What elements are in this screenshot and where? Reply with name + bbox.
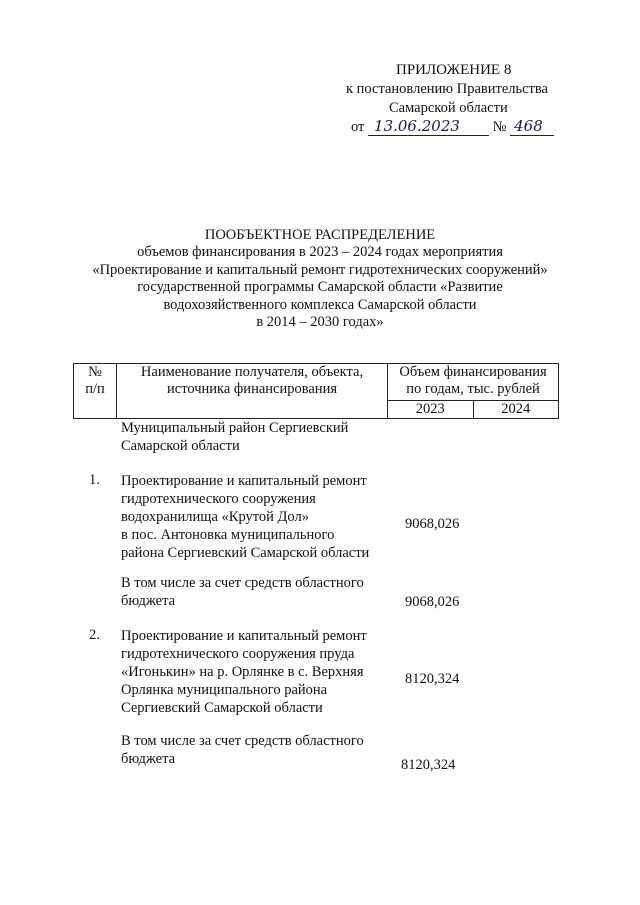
item-2-line: Орлянка муниципального района [121, 682, 328, 698]
item-2-sub-value-2023: 8120,324 [401, 757, 456, 773]
header-name-cell [117, 364, 388, 419]
appendix-line-2: Самарской области [389, 100, 508, 116]
item-1-line: водохранилища «Крутой Дол» [121, 509, 309, 525]
heading-line: «Проектирование и капитальный ремонт гидротехнических сооружений» [92, 261, 548, 278]
header-year-2023: 2023 [388, 401, 474, 419]
header-name-line1: Наименование получателя, объекта, [140, 364, 364, 380]
appendix-date-row [351, 117, 554, 136]
item-1-value-2023: 9068,026 [405, 516, 460, 532]
header-num-cell [74, 364, 117, 419]
from-label: от [351, 119, 365, 135]
heading-line: государственной программы Самарской области «Развитие [137, 279, 503, 295]
item-1-line: в пос. Антоновка муниципального [121, 527, 335, 543]
appendix-title: ПРИЛОЖЕНИЕ 8 [396, 62, 512, 78]
item-1-sub-line: В том числе за счет средств областного [121, 575, 364, 591]
handwritten-date: 13.06.2023 [368, 117, 489, 136]
item-1-sub-value-2023: 9068,026 [405, 594, 460, 610]
item-1-line: Проектирование и капитальный ремонт [121, 473, 367, 489]
heading-title: ПООБЪЕКТНОЕ РАСПРЕДЕЛЕНИЕ [204, 227, 436, 243]
item-1-name [121, 472, 369, 562]
header-volume-line2: по годам, тыс. рублей [406, 381, 540, 397]
item-1-subline [121, 574, 364, 610]
item-2-sub-line: бюджета [121, 751, 176, 767]
item-1-number: 1. [89, 472, 100, 488]
header-num-line2: п/п [85, 381, 105, 397]
heading-line: водохозяйственного комплекса Самарской области [163, 296, 477, 313]
header-name-line2: источника финансирования [167, 381, 337, 397]
item-2-value-2023: 8120,324 [405, 671, 460, 687]
item-2-line: Сергиевский Самарской области [121, 700, 323, 716]
item-2-subline [121, 732, 364, 768]
header-year-2024: 2024 [473, 401, 559, 419]
item-2-sub-line: В том числе за счет средств областного [121, 733, 364, 749]
district-heading [121, 419, 348, 455]
item-1-line: гидротехнического сооружения [121, 491, 316, 507]
appendix-line-1: к постановлению Правительства [346, 81, 548, 97]
heading-line: объемов финансирования в 2023 – 2024 годах мероприятия [137, 244, 503, 260]
header-num-line1: № [88, 364, 102, 380]
district-line2: Самарской области [121, 438, 240, 454]
header-volume-cell [388, 364, 559, 401]
number-label: № [492, 119, 507, 135]
header-volume-line1: Объем финансирования [399, 364, 547, 380]
heading-line: в 2014 – 2030 годах» [256, 314, 384, 330]
item-2-line: «Игонькин» на р. Орлянке в с. Верхняя [121, 664, 364, 680]
handwritten-number: 468 [510, 117, 554, 136]
item-1-line: района Сергиевский Самарской области [121, 545, 370, 561]
district-line1: Муниципальный район Сергиевский [121, 420, 349, 436]
item-2-number: 2. [89, 627, 100, 643]
item-1-sub-line: бюджета [121, 593, 176, 609]
item-2-name [121, 627, 367, 717]
item-2-line: Проектирование и капитальный ремонт [121, 628, 367, 644]
item-2-line: гидротехнического сооружения пруда [121, 646, 355, 662]
heading-body [40, 244, 600, 332]
table-header [73, 363, 559, 419]
